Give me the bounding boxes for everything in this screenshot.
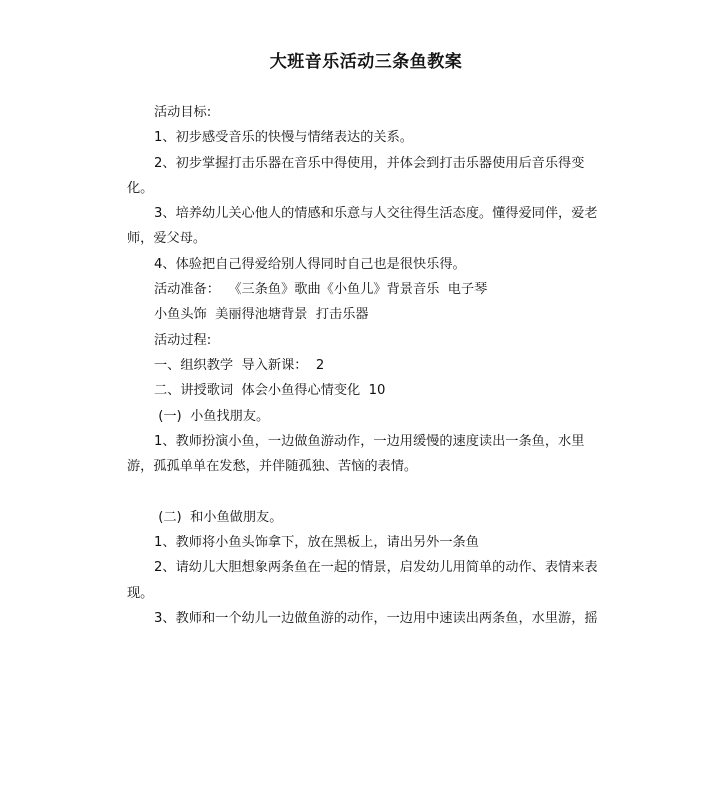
paragraph-substep-2: (二) 和小鱼做朋友。 <box>154 509 283 525</box>
paragraph-step-1: 一、组织教学 导入新课： 2 <box>154 357 325 373</box>
paragraph-goal-2: 2、初步掌握打击乐器在音乐中得使用，并体会到打击乐器使用后音乐得变化。 <box>127 155 585 196</box>
document-body <box>127 100 601 631</box>
paragraph-substep-2-item-3: 3、教师和一个幼儿一边做鱼游的动作，一边用中速读出两条鱼，水里游，摇 <box>154 610 598 626</box>
paragraph-preparation: 活动准备： 《三条鱼》歌曲《小鱼儿》背景音乐 电子琴 <box>154 282 488 298</box>
paragraph-substep-1: (一) 小鱼找朋友。 <box>154 408 270 424</box>
paragraph-preparation-items: 小鱼头饰 美丽得池塘背景 打击乐器 <box>154 307 369 323</box>
paragraph-substep-2-item-2: 2、请幼儿大胆想象两条鱼在一起的情景，启发幼儿用简单的动作、表情来表现。 <box>127 560 598 601</box>
paragraph-goal-4: 4、体验把自己得爱给别人得同时自己也是很快乐得。 <box>154 256 466 272</box>
paragraph-substep-2-item-1: 1、教师将小鱼头饰拿下，放在黑板上，请出另外一条鱼 <box>154 535 479 551</box>
paragraph-goal-1: 1、初步感受音乐的快慢与情绪表达的关系。 <box>154 130 413 146</box>
paragraph-goals-heading: 活动目标: <box>154 105 212 120</box>
paragraph-substep-1-detail: 1、教师扮演小鱼，一边做鱼游动作，一边用缓慢的速度读出一条鱼，水里游，孤孤单单在发愁，并伴随孤独、苦恼的表情。 <box>127 433 585 475</box>
paragraph-goal-3: 3、培养幼儿关心他人的情感和乐意与人交往得生活态度。懂得爱同伴，爱老师，爱父母。 <box>127 206 598 247</box>
blank-line <box>127 479 601 504</box>
paragraph-process-heading: 活动过程: <box>154 332 212 348</box>
document-title: 大班音乐活动三条鱼教案 <box>269 52 463 72</box>
paragraph-step-2: 二、讲授歌词 体会小鱼得心情变化 10 <box>154 383 386 399</box>
